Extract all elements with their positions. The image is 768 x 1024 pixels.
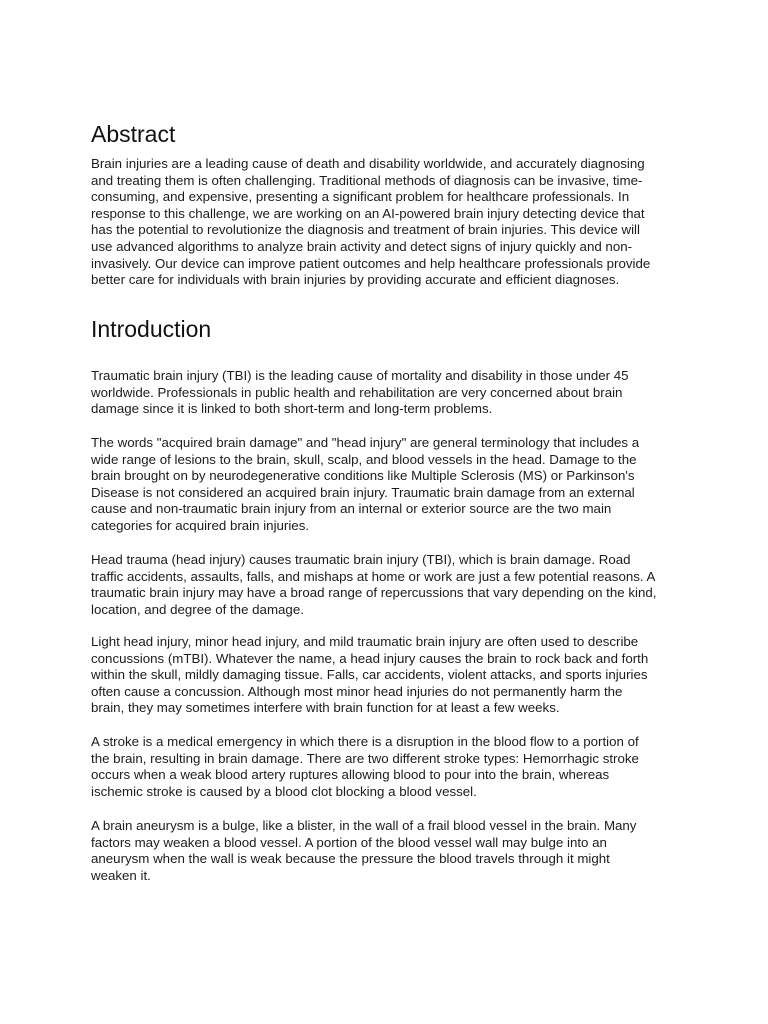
paragraph-line: ischemic stroke is caused by a blood clot blocking a blood vessel. [91,783,477,799]
paragraph-line: wide range of lesions to the brain, skull, scalp, and blood vessels in the head. Damage to the [91,451,637,467]
paragraph-line: factors may weaken a blood vessel. A portion of the blood vessel wall may bulge into an [91,834,607,850]
paragraph-line: occurs when a weak blood artery ruptures allowing blood to pour into the brain, whereas [91,767,610,783]
paragraph-line: within the skull, mildly damaging tissue. Falls, car accidents, violent attacks, and sports injuries [91,667,648,683]
paragraph-line: The words "acquired brain damage" and "head injury" are general terminology that includes a [91,435,640,450]
paragraph-line: response to this challenge, we are working on an AI-powered brain injury detecting device that [91,205,645,221]
paragraph-line: often cause a concussion. Although most minor head injuries do not permanently harm the [91,683,623,699]
paragraph-line: better care for individuals with brain injuries by providing accurate and efficient diagnoses. [91,272,620,288]
abstract-paragraph [91,156,650,289]
paragraph-line: location, and degree of the damage. [91,601,304,617]
intro-paragraph-1 [91,368,629,418]
paragraph-line: Brain injuries are a leading cause of death and disability worldwide, and accurately diagnosing [91,156,645,171]
paragraph-line: the brain, resulting in brain damage. There are two different stroke types: Hemorrhagic stroke [91,750,639,766]
paragraph-line: invasively. Our device can improve patient outcomes and help healthcare professionals provide [91,255,651,271]
paragraph-line: worldwide. Professionals in public health and rehabilitation are very concerned about brain [91,384,623,400]
paragraph-line: Light head injury, minor head injury, and mild traumatic brain injury are often used to describe [91,634,639,649]
paragraph-line: traumatic brain injury may have a broad range of repercussions that vary depending on the kind, [91,585,657,601]
paragraph-line: use advanced algorithms to analyze brain activity and detect signs of injury quickly and non- [91,238,633,254]
paragraph-line: Traumatic brain injury (TBI) is the leading cause of mortality and disability in those under 45 [91,368,629,383]
intro-paragraph-3 [91,552,656,618]
intro-paragraph-6 [91,818,636,884]
intro-paragraph-5 [91,734,639,800]
paragraph-line: consuming, and expensive, presenting a significant problem for healthcare professionals. In [91,189,630,205]
paragraph-line: A stroke is a medical emergency in which there is a disruption in the blood flow to a portion of [91,734,639,749]
intro-paragraph-4 [91,634,648,717]
paragraph-line: A brain aneurysm is a bulge, like a blister, in the wall of a frail blood vessel in the brain. Many [91,818,637,833]
paragraph-line: has the potential to revolutionize the diagnosis and treatment of brain injuries. This device will [91,222,640,238]
abstract-heading: Abstract [91,121,176,147]
paragraph-line: aneurysm when the wall is weak because the pressure the blood travels through it might [91,851,610,867]
paragraph-line: weaken it. [91,867,151,883]
paragraph-line: brain brought on by neurodegenerative conditions like Multiple Sclerosis (MS) or Parkinson's [91,468,635,484]
paragraph-line: brain, they may sometimes interfere with brain function for at least a few weeks. [91,700,560,716]
paragraph-line: and treating them is often challenging. Traditional methods of diagnosis can be invasive, time- [91,172,643,188]
intro-paragraph-2 [91,435,639,535]
paragraph-line: damage since it is linked to both short-term and long-term problems. [91,401,493,417]
paragraph-line: concussions (mTBI). Whatever the name, a head injury causes the brain to rock back and forth [91,650,649,666]
paragraph-line: Disease is not considered an acquired brain injury. Traumatic brain damage from an external [91,484,635,500]
paragraph-line: Head trauma (head injury) causes traumatic brain injury (TBI), which is brain damage. Road [91,552,631,567]
paragraph-line: cause and non-traumatic brain injury from an internal or exterior source are the two main [91,501,612,517]
introduction-heading: Introduction [91,316,212,342]
paragraph-line: traffic accidents, assaults, falls, and mishaps at home or work are just a few potential reasons. A [91,568,656,584]
paragraph-line: categories for acquired brain injuries. [91,517,310,533]
